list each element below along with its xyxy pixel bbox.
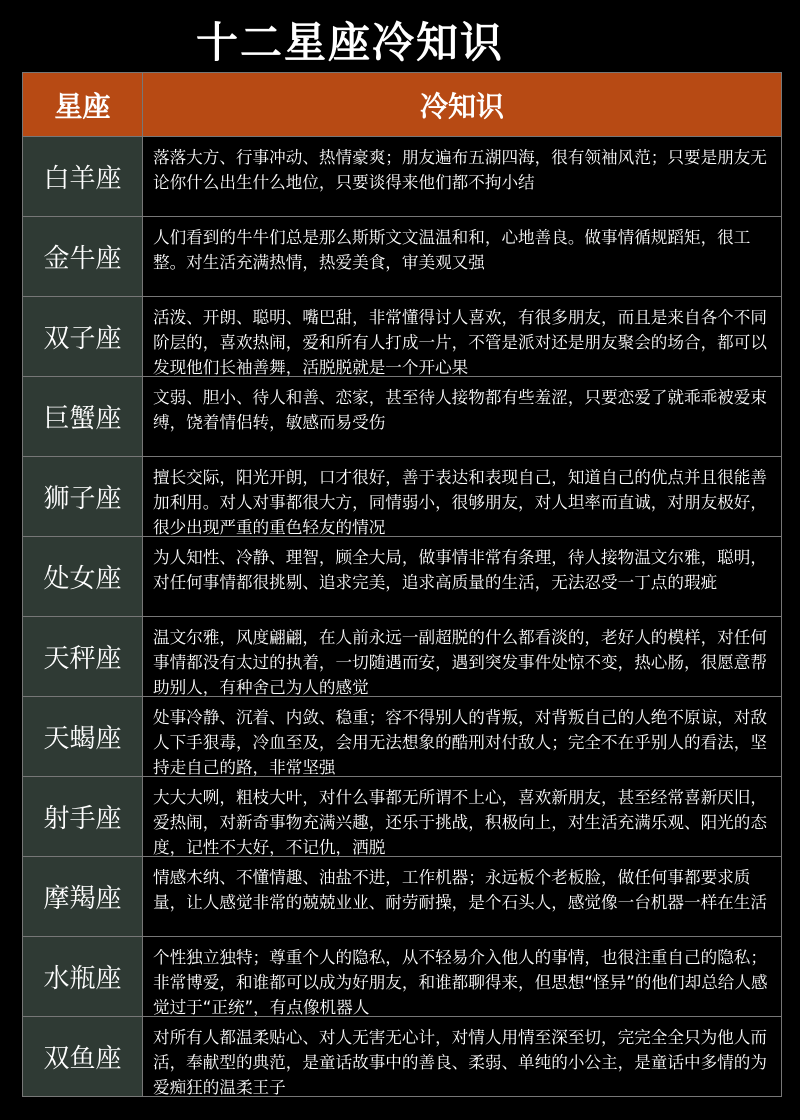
table-row (22, 937, 782, 1017)
header-sign: 星座 (23, 73, 143, 136)
sign-cell: 白羊座 (23, 137, 143, 216)
fact-cell: 活泼、开朗、聪明、嘴巴甜，非常懂得讨人喜欢，有很多朋友，而且是来自各个不同阶层的，喜欢热闹，爱和所有人打成一片，不管是派对还是朋友聚会的场合，都可以发现他们长袖善舞，活脱脱就是一个开心果 (143, 297, 781, 376)
sign-cell: 双子座 (23, 297, 143, 376)
sign-cell: 天蝎座 (23, 697, 143, 776)
sign-cell: 金牛座 (23, 217, 143, 296)
fact-cell: 个性独立独特；尊重个人的隐私，从不轻易介入他人的事情，也很注重自己的隐私；非常博爱，和谁都可以成为好朋友，和谁都聊得来，但思想“怪异”的他们却总给人感觉过于“正统”，有点像机器人 (143, 937, 781, 1016)
table-row (22, 457, 782, 537)
zodiac-facts-table (22, 72, 782, 1097)
sign-cell: 摩羯座 (23, 857, 143, 936)
fact-cell: 为人知性、冷静、理智，顾全大局，做事情非常有条理，待人接物温文尔雅，聪明，对任何事情都很挑剔、追求完美，追求高质量的生活，无法忍受一丁点的瑕疵 (143, 537, 781, 616)
header-fact: 冷知识 (419, 89, 504, 123)
sign-cell: 天秤座 (23, 617, 143, 696)
sign-cell: 水瓶座 (23, 937, 143, 1016)
sign-cell: 巨蟹座 (23, 377, 143, 456)
table-row (22, 377, 782, 457)
table-row (22, 297, 782, 377)
table-header-row (22, 73, 782, 137)
fact-cell: 大大大咧，粗枝大叶，对什么事都无所谓不上心，喜欢新朋友，甚至经常喜新厌旧，爱热闹，对新奇事物充满兴趣，还乐于挑战，积极向上，对生活充满乐观、阳光的态度，记性不大好，不记仇，洒脱 (143, 777, 781, 856)
table-row (22, 857, 782, 937)
sign-cell: 射手座 (23, 777, 143, 856)
fact-cell: 温文尔雅，风度翩翩，在人前永远一副超脱的什么都看淡的，老好人的模样，对任何事情都没有太过的执着，一切随遇而安，遇到突发事件处惊不变，热心肠，很愿意帮助别人，有种舍己为人的感觉 (143, 617, 781, 696)
table-row (22, 697, 782, 777)
fact-cell: 处事冷静、沉着、内敛、稳重；容不得别人的背叛，对背叛自己的人绝不原谅，对敌人下手狠毒，冷血至及，会用无法想象的酷刑对付敌人；完全不在乎别人的看法，坚持走自己的路，非常坚强 (143, 697, 781, 776)
fact-cell: 文弱、胆小、待人和善、恋家，甚至待人接物都有些羞涩，只要恋爱了就乖乖被爱束缚，饶着情侣转，敏感而易受伤 (143, 377, 781, 456)
table-row (22, 217, 782, 297)
fact-cell: 擅长交际，阳光开朗，口才很好，善于表达和表现自己，知道自己的优点并且很能善加利用。对人对事都很大方，同情弱小，很够朋友，对人坦率而直诚，对朋友极好，很少出现严重的重色轻友的情况 (143, 457, 781, 536)
sign-cell: 双鱼座 (23, 1017, 143, 1096)
table-row (22, 617, 782, 697)
sign-cell: 处女座 (23, 537, 143, 616)
fact-cell: 对所有人都温柔贴心、对人无害无心计，对情人用情至深至切，完完全全只为他人而活，奉献型的典范，是童话故事中的善良、柔弱、单纯的小公主，是童话中多情的为爱痴狂的温柔王子 (143, 1017, 781, 1096)
table-row (22, 777, 782, 857)
table-row (22, 1017, 782, 1097)
sign-cell: 狮子座 (23, 457, 143, 536)
page-title: 十二星座冷知识 (195, 18, 504, 67)
table-row (22, 537, 782, 617)
fact-cell: 情感木纳、不懂情趣、油盐不进，工作机器；永远板个老板脸，做任何事都要求质量，让人感觉非常的兢兢业业、耐劳耐操，是个石头人，感觉像一台机器一样在生活 (143, 857, 781, 936)
table-row (22, 137, 782, 217)
fact-cell: 人们看到的牛牛们总是那么斯斯文文温温和和，心地善良。做事情循规蹈矩，很工整。对生活充满热情，热爱美食，审美观又强 (143, 217, 781, 296)
fact-cell: 落落大方、行事冲动、热情豪爽；朋友遍布五湖四海，很有领袖风范；只要是朋友无论你什么出生什么地位，只要谈得来他们都不拘小结 (143, 137, 781, 216)
